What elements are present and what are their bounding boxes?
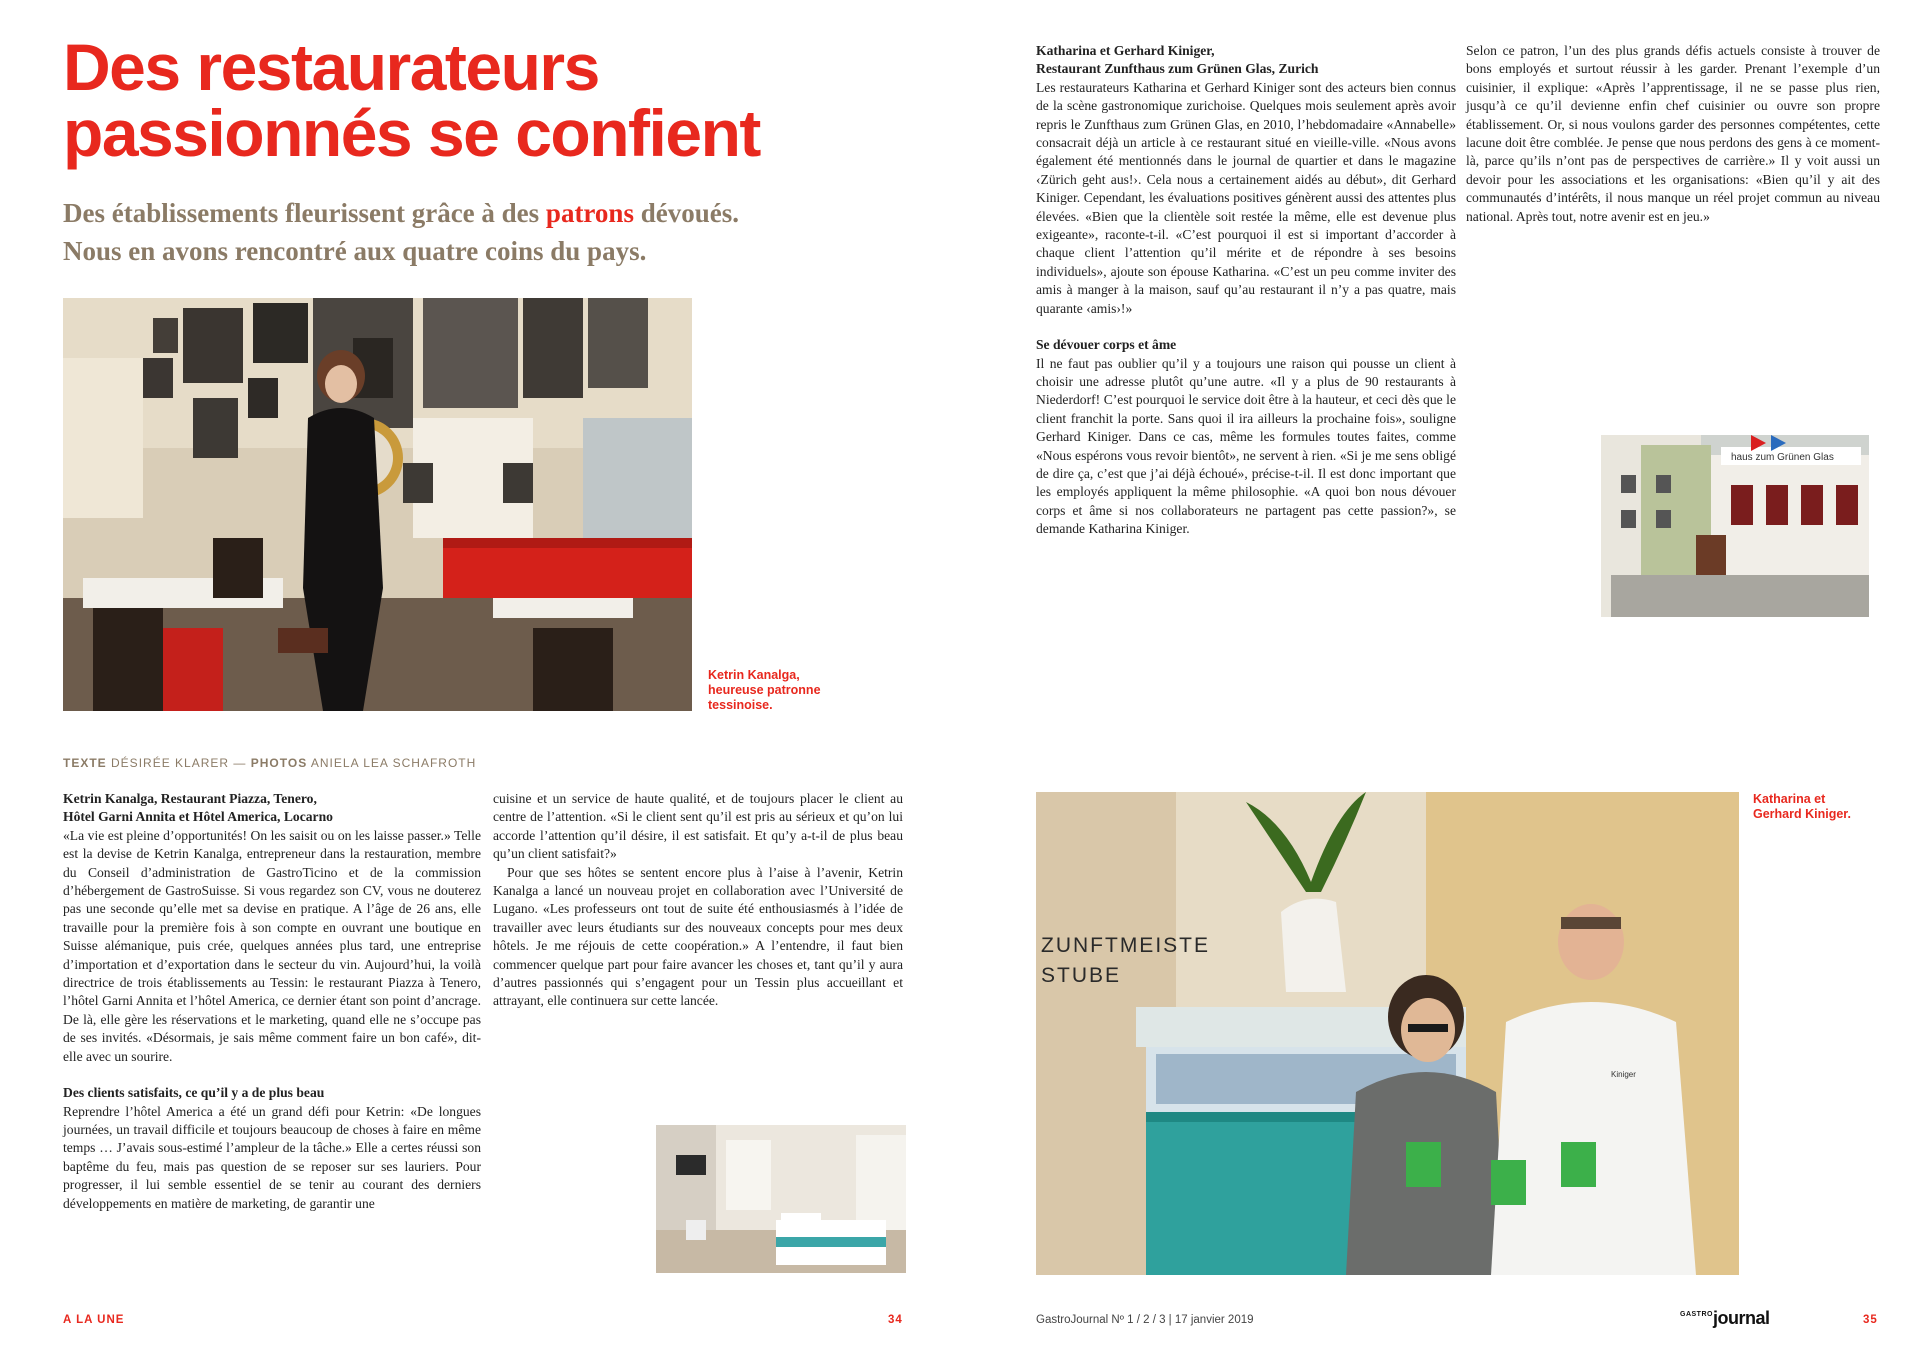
article-heading-kiniger-line-2: Restaurant Zunfthaus zum Grünen Glas, Zurich	[1036, 61, 1319, 77]
paragraph: Reprendre l’hôtel America a été un grand défi pour Ketrin: «De longues journées, un travail difficile et toujours beaucoup de choses à faire en même temps … J’avais sous-estimé l’ampleur de la tâche.» Elle a certes réussi son baptême du feu, mais pas question de se reposer sur ses lauriers. Pour progresser, il lui semble essentiel de se tenir au courant des derniers développements en matière de marketing, de garantir une	[63, 1103, 481, 1211]
brand-big: journal	[1712, 1308, 1770, 1328]
credits-texte-label: TEXTE	[63, 756, 107, 770]
footer-page-right: 35	[1863, 1314, 1878, 1326]
footer-section: A LA UNE	[63, 1314, 125, 1326]
photo-katharina-gerhard-kiniger	[1036, 792, 1739, 1275]
paragraph: Selon ce patron, l’un des plus grands défis actuels consiste à trouver de bons employés et surtout réussir à les garder. Prenant l’exemple d’un cuisinier, il explique: «Après l’apprentissage, il ne se passe plus rien, jusqu’à ce qu’il devienne enfin chef cuisinier ou ouvre son propre établissement. Or, si nous voulons garder des personnes compétentes, cette lacune doit être comblée. Je pense que nous perdons des gens à ce moment-là, parce qu’ils n’ont pas de perspectives de carrière.» Il y voit aussi un devoir pour les associations et les organisations: «Bien qu’il y ait des communautés d’intérêts, il nous manque un réel projet commun au niveau national. Après tout, notre avenir est en jeu.»	[1466, 43, 1880, 224]
standfirst-line-2: Nous en avons rencontré aux quatre coins du pays.	[63, 236, 647, 266]
caption-kiniger-line-2: Gerhard Kiniger.	[1753, 807, 1851, 821]
left-column-2	[493, 790, 903, 1011]
photo-sign-line-1: ZUNFTMEISTE	[1041, 934, 1210, 957]
paragraph: Les restaurateurs Katharina et Gerhard Kiniger sont des acteurs bien connus de la scène gastronomique zurichoise. Quelques mois seulement après avoir repris le Zunfthaus zum Grünen Glas, en 2010, l’hebdomadaire «Annabelle» consacrait déjà un article à ce restaurant situé en vieille-ville. «Nous avons également été mentionnés dans le journal de quartier et dans le magazine ‹Zürich geht aus!›. Cela nous a certainement aidés au début», dit Gerhard Kiniger. Cependant, les évaluations positives génèrent aussi des attentes plus élevées. «Bien que la clientèle soit restée la même, elle est devenue plus exigeante», raconte-t-il. «C’est pourquoi il est si important d’accorder à chaque client l’attention qu’il mérite et de répondre à ses besoins individuels», ajoute son épouse Katharina. «C’est un peu comme inviter des amis à manger à la maison, sauf qu’au restaurant il n’y a pas quatre, mais quarante ‹amis›!»	[1036, 79, 1456, 316]
credits-photographer: ANIELA LEA SCHAFROTH	[310, 756, 477, 770]
right-column-2	[1466, 42, 1880, 226]
photo-ketrin-kanalga	[63, 298, 692, 711]
credits-author: DÉSIRÉE KLARER	[111, 756, 230, 770]
caption-kiniger	[1753, 792, 1851, 822]
footer-publication: GastroJournal Nº 1 / 2 / 3 | 17 janvier 2019	[1036, 1314, 1254, 1326]
headline	[63, 30, 923, 170]
caption-kanalga-line-2: heureuse patronne	[708, 683, 821, 697]
standfirst-accent: patrons	[545, 198, 634, 228]
footer-page-left: 34	[888, 1314, 903, 1326]
caption-kiniger-line-1: Katharina et	[1753, 792, 1826, 806]
subheading-clients-satisfaits: Des clients satisfaits, ce qu’il y a de plus beau	[63, 1085, 325, 1101]
paragraph: «La vie est pleine d’opportunités! On les saisit ou on les laisse passer.» Telle est la devise de Ketrin Kanalga, entrepreneur dans la restauration, membre du Conseil d’administration de GastroTicino et de la commission d’hébergement de GastroSuisse. Si vous regardez son CV, vous ne douterez pas une seconde qu’elle met sa devise en pratique. A l’âge de 26 ans, elle travaille pour la première fois à son compte en ouvrant une boutique en Suisse alémanique, puis crée, quelques années plus tard, une entreprise d’importation et d’exportation dans le secteur du vin. Aujourd’hui, la voilà directrice de trois établissements au Tessin: le restaurant Piazza à Tenero, l’hôtel Garni Annita et l’hôtel America, ce dernier étant son point d’ancrage. De là, elle gère les réservations et le marketing, quand elle ne s’occupe pas de ses invités. «Désormais, je sais même comment faire un bon café», dit-elle avec un sourire.	[63, 827, 481, 1064]
article-heading-kiniger-line-1: Katharina et Gerhard Kiniger,	[1036, 43, 1215, 58]
subheading-corps-et-ame: Se dévouer corps et âme	[1036, 337, 1177, 353]
article-heading-kiniger	[1036, 42, 1456, 79]
left-column-1	[63, 790, 481, 1213]
credits-separator: —	[233, 756, 247, 770]
right-column-1	[1036, 42, 1456, 539]
caption-kanalga-line-3: tessinoise.	[708, 698, 773, 712]
standfirst-after: dévoués.	[633, 198, 739, 228]
caption-kanalga-line-1: Ketrin Kanalga,	[708, 668, 800, 682]
standfirst-before: Des établissements fleurissent grâce à des	[63, 198, 546, 228]
headline-line-1: Des restaurateurs	[63, 30, 599, 104]
photo-hotel-room	[656, 1125, 906, 1273]
article-heading-kanalga-line-2: Hôtel Garni Annita et Hôtel America, Locarno	[63, 809, 333, 825]
article-heading-kanalga	[63, 790, 481, 827]
facade-sign-text: haus zum Grünen Glas	[1731, 452, 1834, 463]
chef-jacket-logo: Kiniger	[1611, 1070, 1636, 1079]
caption-kanalga	[708, 668, 821, 713]
gastrojournal-logo	[1680, 1308, 1769, 1329]
paragraph: Pour que ses hôtes se sentent encore plus à l’aise à l’avenir, Ketrin Kanalga a lancé un nouveau projet en collaboration avec l’Université de Lugano. «Les professeurs ont tout de suite été enthousiasmés à l’idée de travailler avec leurs étudiants sur des nouveaux concepts pour mes deux hôtels. Je me réjouis de cette coopération.» A l’entendre, il faut bien commencer quelque part pour faire avancer les choses et, tant qu’il y aura d’autres passionnés qui s’engagent pour un Tessin plus accueillant et attrayant, elle continuera sur cette lancée.	[493, 864, 903, 1009]
headline-line-2: passionnés se confient	[63, 96, 760, 170]
credits-photos-label: PHOTOS	[250, 756, 308, 770]
photo-zunfthaus-facade	[1601, 435, 1869, 617]
paragraph: cuisine et un service de haute qualité, et de toujours placer le client au centre de l’attention. «Si le client sent qu’il est pris au sérieux et qu’on lui accorde l’attention qu’il désire, il est satisfait. Et qu’y a-t-il de plus beau qu’un client satisfait?»	[493, 791, 903, 862]
article-heading-kanalga-line-1: Ketrin Kanalga, Restaurant Piazza, Tenero,	[63, 791, 317, 806]
credits	[63, 756, 476, 770]
photo-sign-line-2: STUBE	[1041, 964, 1122, 987]
brand-small: GASTRO	[1680, 1311, 1713, 1318]
standfirst	[63, 194, 923, 270]
right-page	[960, 0, 1920, 1356]
paragraph: Il ne faut pas oublier qu’il y a toujours une raison qui pousse un client à choisir une adresse plutôt qu’une autre. «Il y a plus de 90 restaurants à Niederdorf! C’est pourquoi le service doit être à la hauteur, et ceci dès que le client franchit la porte. Sans quoi il ira ailleurs la prochaine fois», souligne Gerhard Kiniger. Dans ce cas, même les formules toutes faites, comme «Nous espérons vous revoir bientôt», ne servent à rien. «Si je me sens obligé de dire ça, c’est que j’ai déjà échoué», précise-t-il. Il est donc important que les employés appliquent la même philosophie. «A quoi bon nous dévouer corps et âme si nos collaborateurs ne partagent pas cette passion?», se demande Katharina Kiniger.	[1036, 355, 1456, 537]
